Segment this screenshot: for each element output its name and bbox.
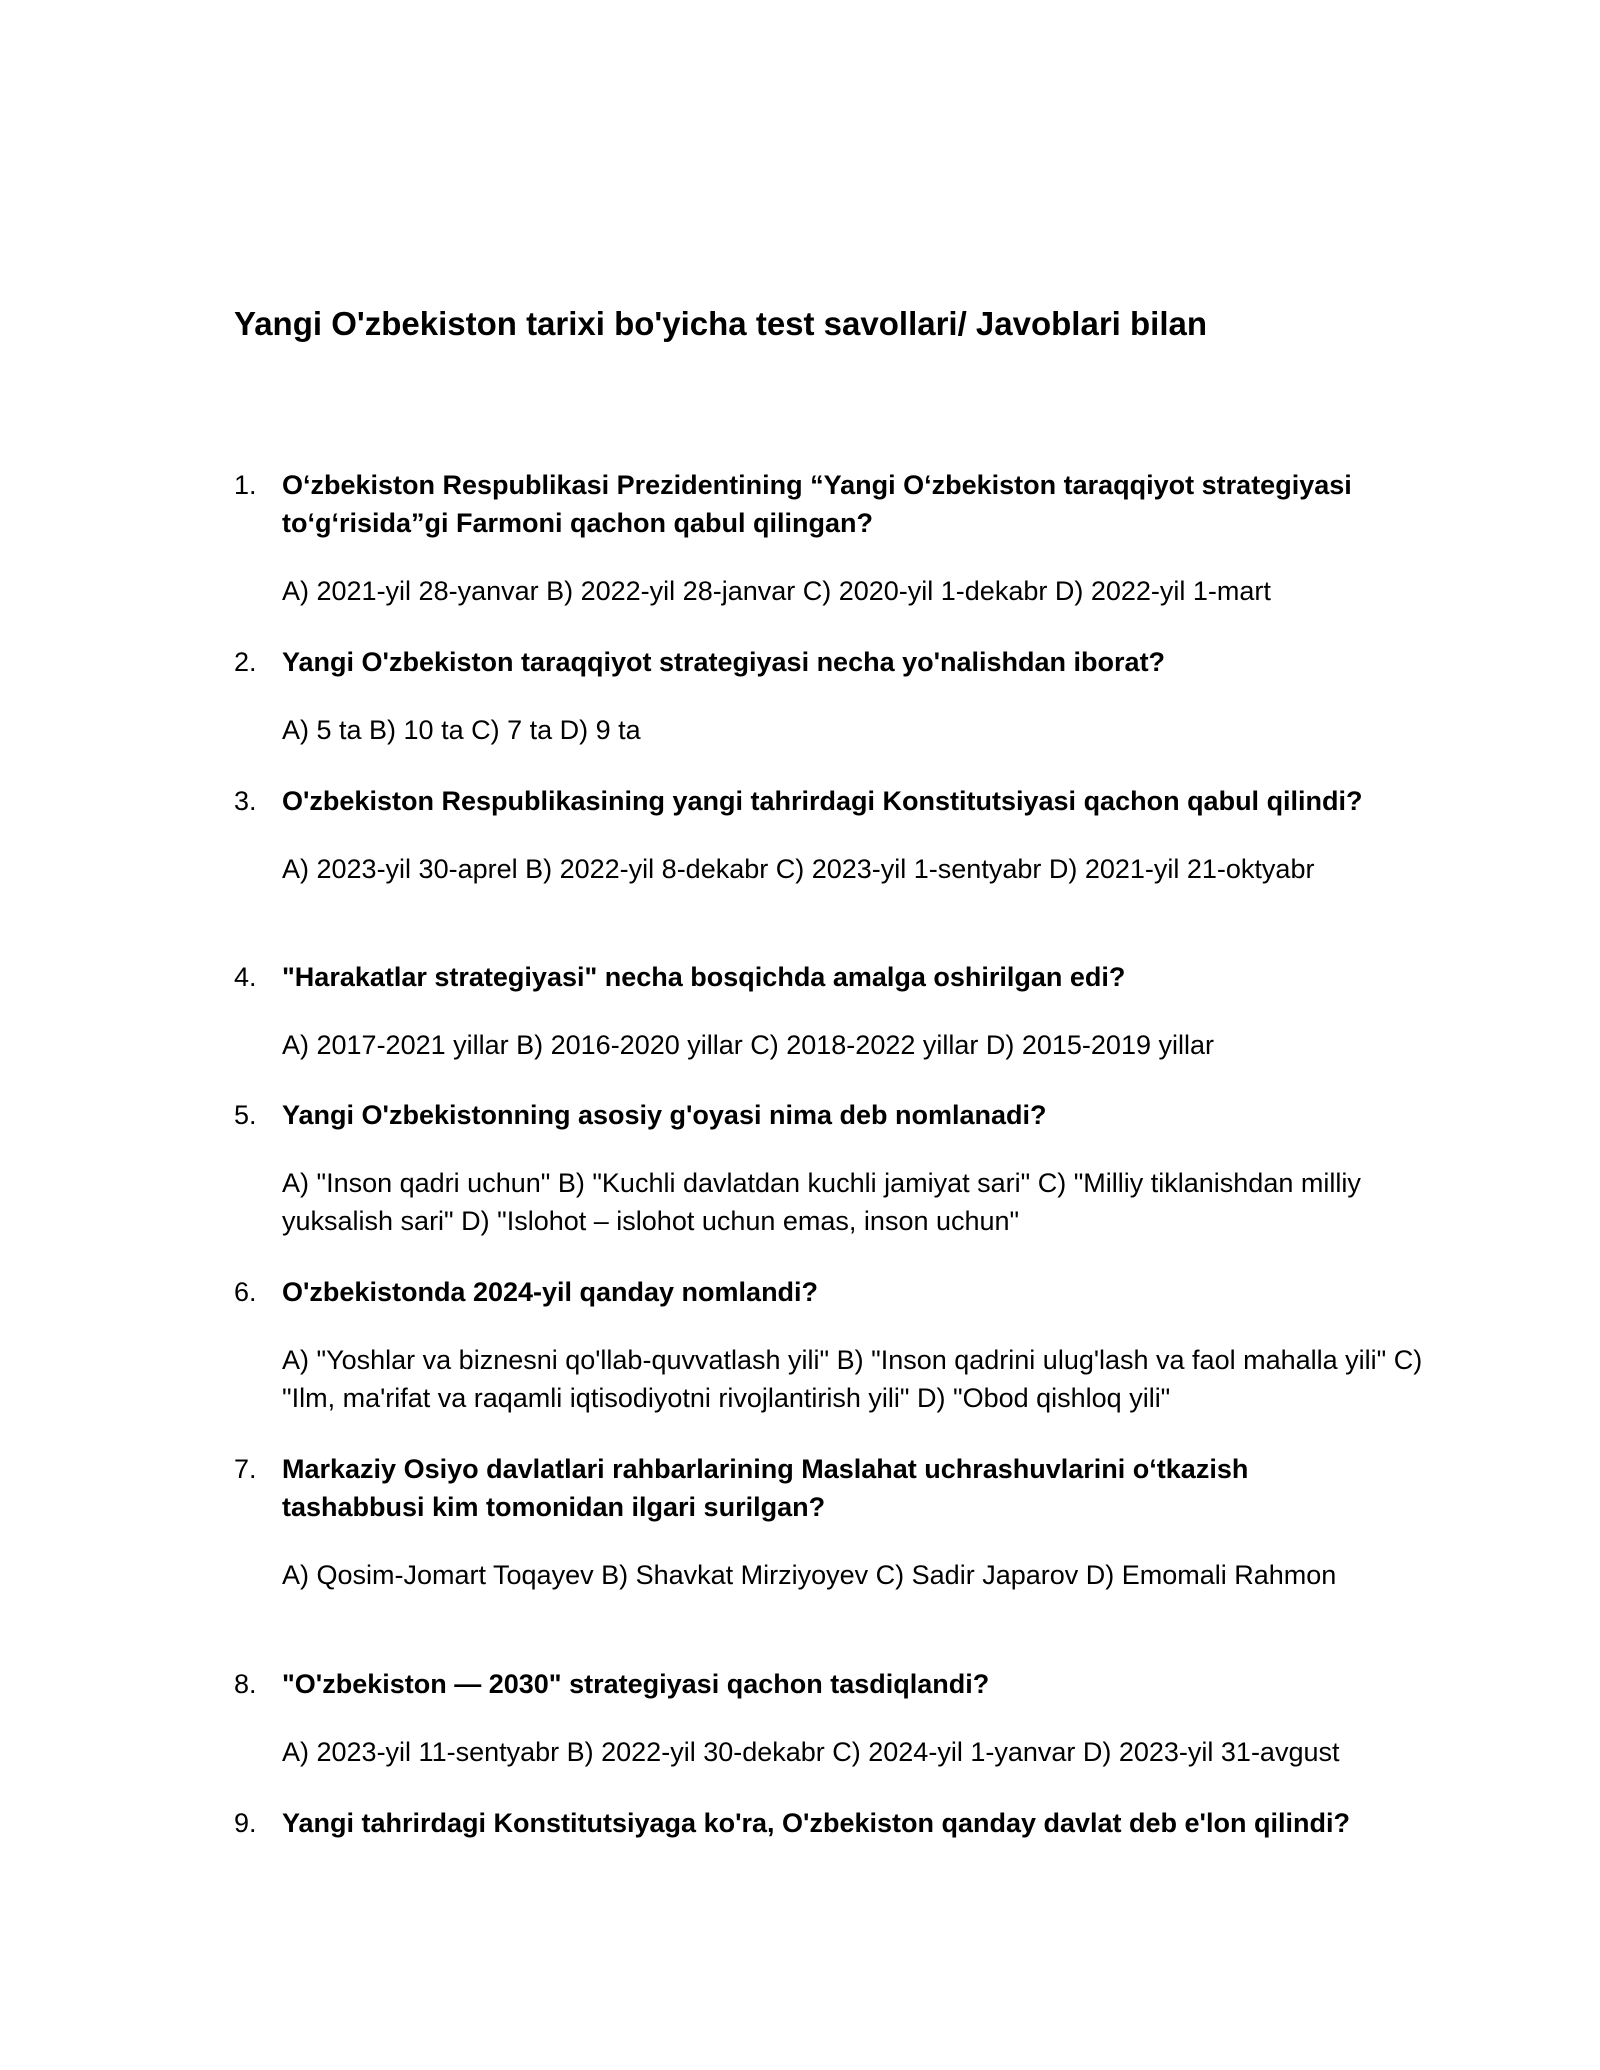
question-header	[234, 1450, 1434, 1526]
question-header	[234, 643, 1434, 681]
answer-options: A) "Yoshlar va biznesni qo'llab-quvvatlash yili" B) "Inson qadrini ulug'lash va faol mahalla yili" C) "Ilm, ma'rifat va raqamli iqtisodiyotni rivojlantirish yili" D) "Obod qishloq yili"	[282, 1345, 1423, 1413]
question-number: 2.	[234, 647, 257, 677]
question-9	[234, 1804, 1434, 1842]
question-1	[234, 466, 1434, 610]
question-header	[234, 958, 1434, 996]
question-text: O'zbekistonda 2024-yil qanday nomlandi?	[282, 1277, 819, 1307]
question-number: 4.	[234, 962, 257, 992]
question-3	[234, 782, 1434, 888]
question-5	[234, 1096, 1434, 1240]
question-text: Yangi O'zbekiston taraqqiyot strategiyasi necha yo'nalishdan iborat?	[282, 647, 1166, 677]
answer-options: A) "Inson qadri uchun" B) "Kuchli davlatdan kuchli jamiyat sari" C) "Milliy tiklanishdan milliy yuksalish sari" D) "Islohot – islohot uchun emas, inson uchun"	[282, 1168, 1361, 1236]
question-8	[234, 1665, 1434, 1771]
question-7	[234, 1450, 1434, 1594]
document-title: Yangi O'zbekiston tarixi bo'yicha test savollari/ Javoblari bilan	[234, 305, 1208, 342]
question-number: 1.	[234, 470, 257, 500]
answer-options: A) 5 ta B) 10 ta C) 7 ta D) 9 ta	[282, 715, 641, 745]
question-header	[234, 1804, 1434, 1842]
question-number: 9.	[234, 1808, 257, 1838]
question-4	[234, 958, 1434, 1064]
question-text: Yangi O'zbekistonning asosiy g'oyasi nima deb nomlanadi?	[282, 1100, 1047, 1130]
question-text: Markaziy Osiyo davlatlari rahbarlarining Maslahat uchrashuvlarini o‘tkazish tashabbusi kim tomonidan ilgari surilgan?	[282, 1454, 1249, 1522]
question-number: 7.	[234, 1454, 257, 1484]
answer-options: A) 2021-yil 28-yanvar B) 2022-yil 28-janvar C) 2020-yil 1-dekabr D) 2022-yil 1-mart	[282, 576, 1271, 606]
question-text: "O'zbekiston — 2030" strategiyasi qachon tasdiqlandi?	[282, 1669, 990, 1699]
answer-options: A) 2023-yil 11-sentyabr B) 2022-yil 30-dekabr C) 2024-yil 1-yanvar D) 2023-yil 31-avgust	[282, 1737, 1340, 1767]
question-2	[234, 643, 1434, 749]
question-header	[234, 466, 1434, 542]
question-number: 5.	[234, 1100, 257, 1130]
question-number: 3.	[234, 786, 257, 816]
answer-options: A) 2017-2021 yillar B) 2016-2020 yillar C) 2018-2022 yillar D) 2015-2019 yillar	[282, 1030, 1214, 1060]
answer-options: A) 2023-yil 30-aprel B) 2022-yil 8-dekabr C) 2023-yil 1-sentyabr D) 2021-yil 21-oktyabr	[282, 854, 1315, 884]
question-header	[234, 1665, 1434, 1703]
answer-options: A) Qosim-Jomart Toqayev B) Shavkat Mirziyoyev C) Sadir Japarov D) Emomali Rahmon	[282, 1560, 1337, 1590]
question-header	[234, 782, 1434, 820]
question-number: 6.	[234, 1277, 257, 1307]
question-text: O'zbekiston Respublikasining yangi tahrirdagi Konstitutsiyasi qachon qabul qilindi?	[282, 786, 1363, 816]
question-text: O‘zbekiston Respublikasi Prezidentining “Yangi O‘zbekiston taraqqiyot strategiyasi to‘g‘risida”gi Farmoni qachon qabul qilingan?	[282, 470, 1352, 538]
question-text: Yangi tahrirdagi Konstitutsiyaga ko'ra, O'zbekiston qanday davlat deb e'lon qilindi?	[282, 1808, 1350, 1838]
question-header	[234, 1273, 1434, 1311]
question-text: "Harakatlar strategiyasi" necha bosqichda amalga oshirilgan edi?	[282, 962, 1126, 992]
question-header	[234, 1096, 1434, 1134]
question-number: 8.	[234, 1669, 257, 1699]
question-6	[234, 1273, 1434, 1417]
